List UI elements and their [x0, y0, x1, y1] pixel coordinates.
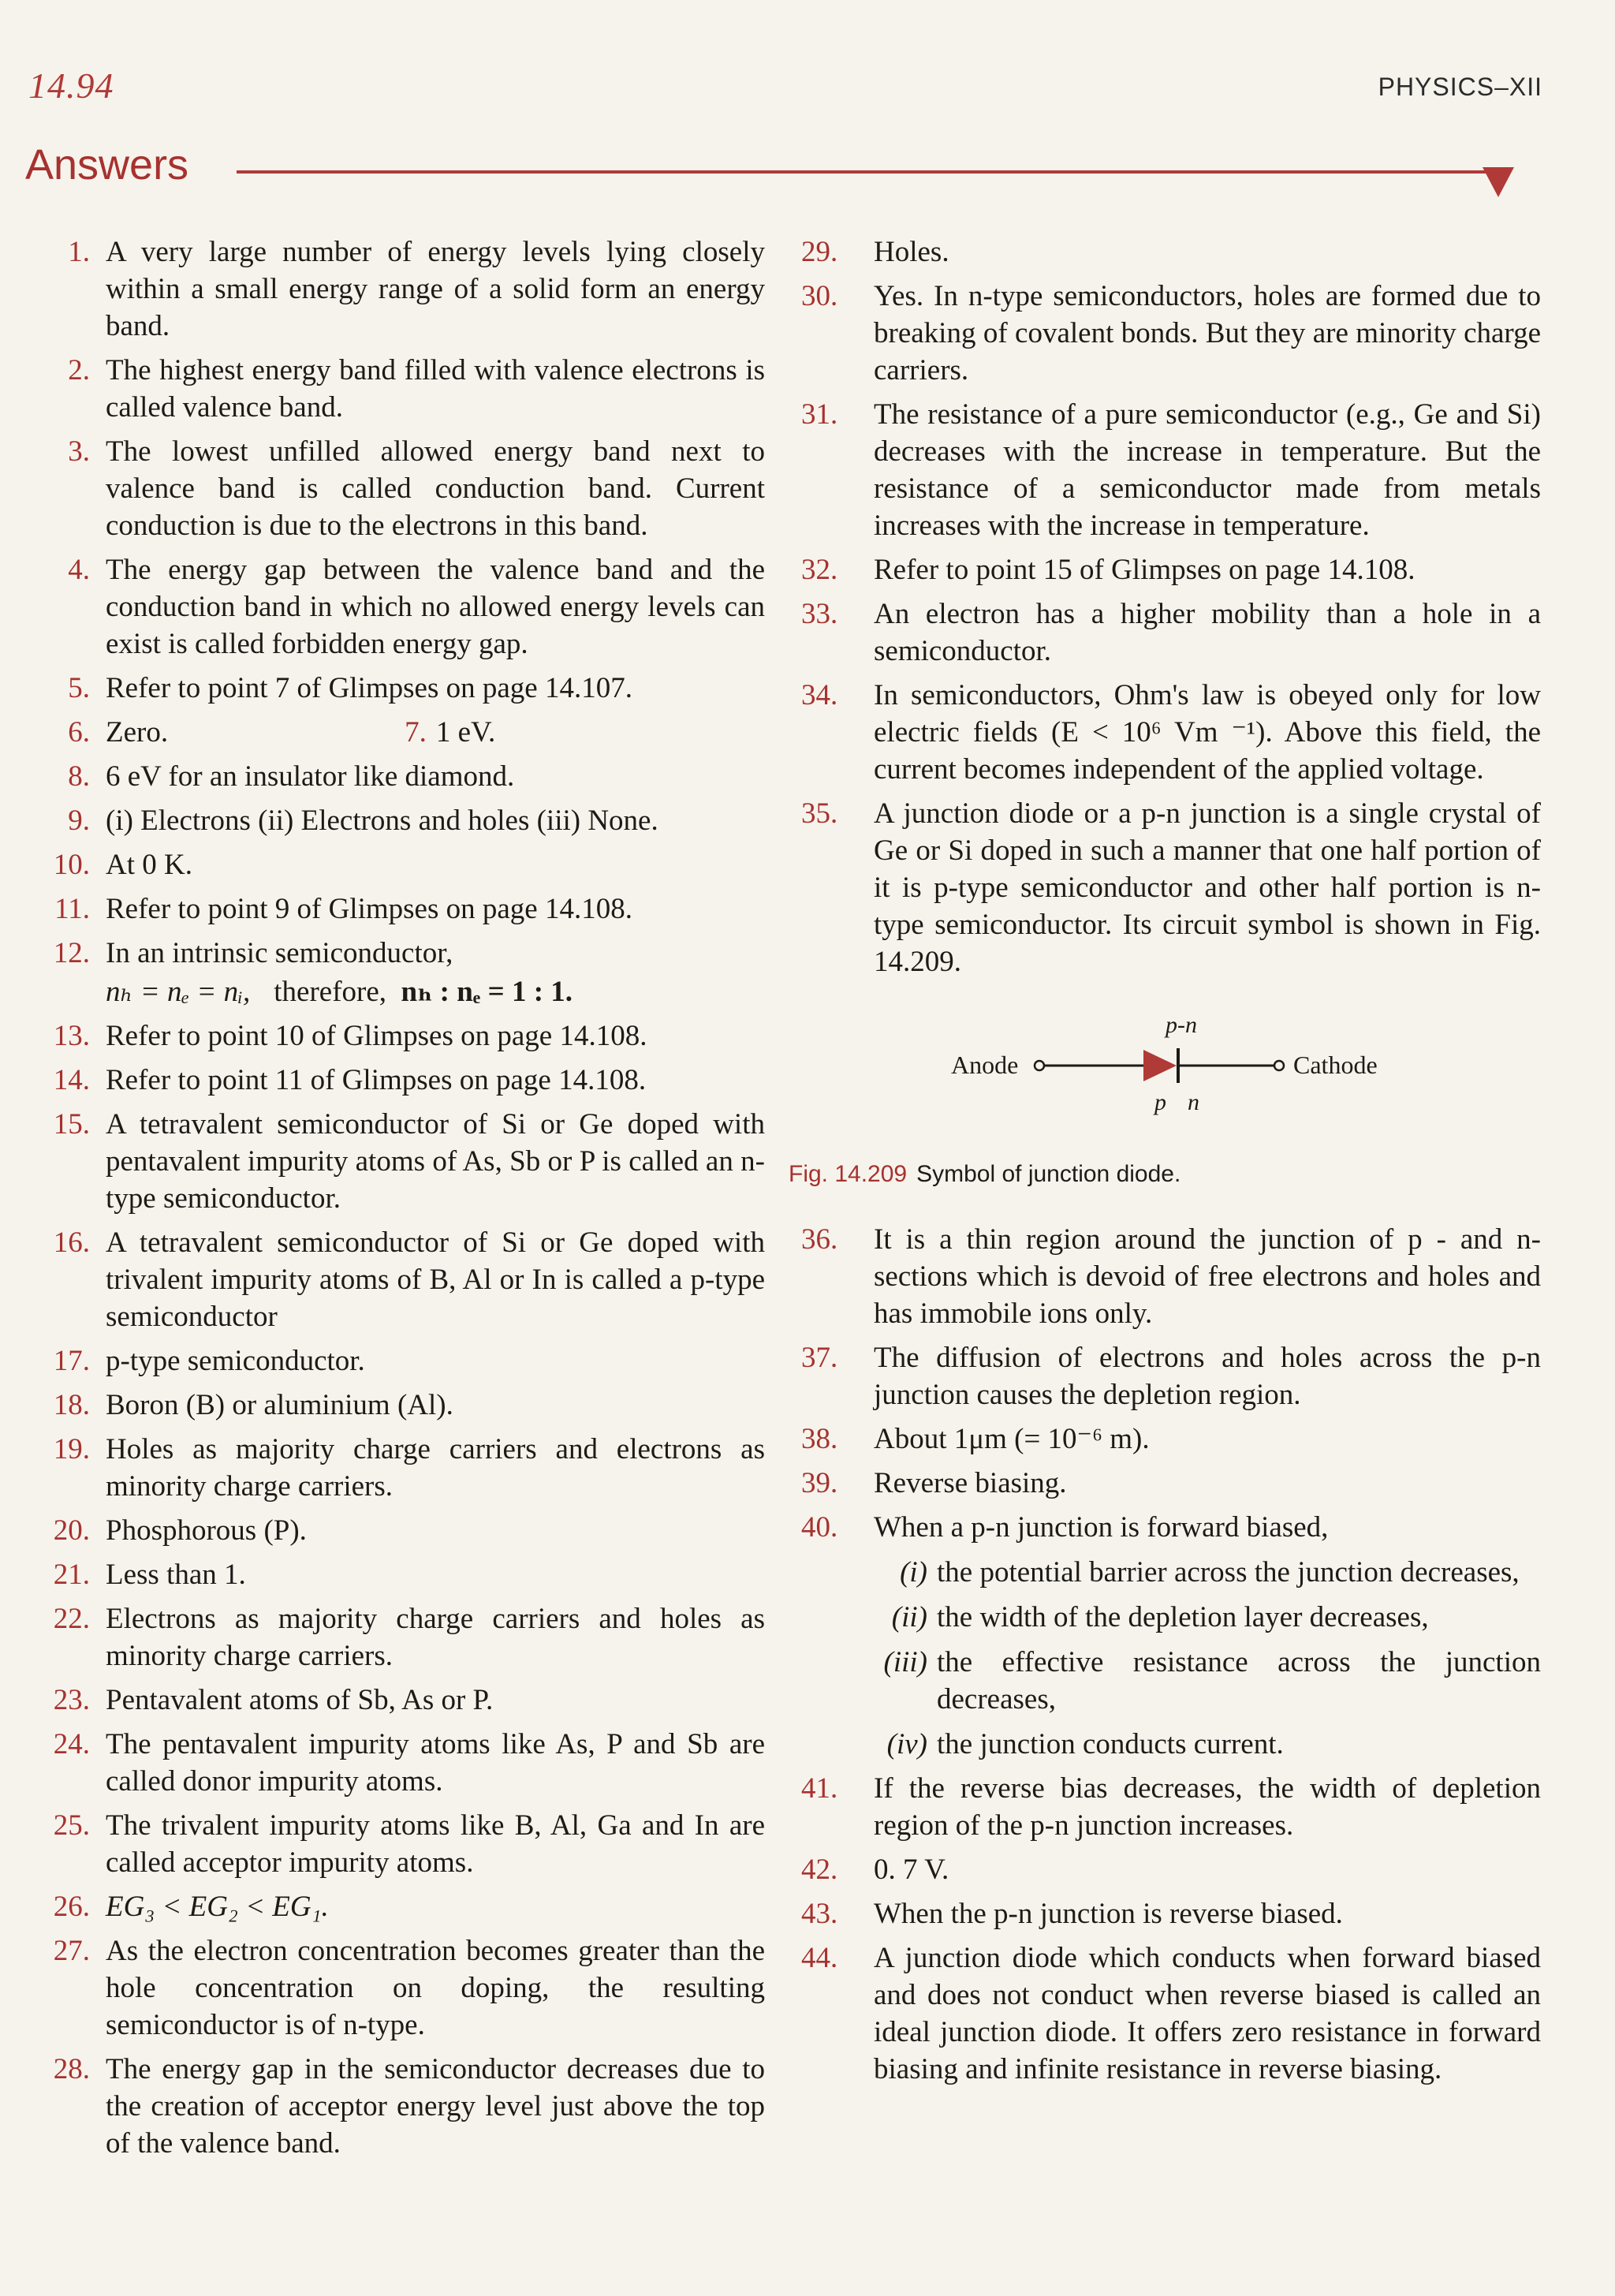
answer-39: 39. Reverse biasing.	[801, 1467, 1067, 1499]
answer-41: 41. If the reverse bias decreases, the width of depletion region of the p-n junction increases.	[801, 1772, 1541, 1842]
answer-43: 43. When the p-n junction is reverse biased.	[801, 1898, 1343, 1930]
figure-label-cathode: Cathode	[1293, 1051, 1378, 1079]
title-arrow-icon	[1483, 167, 1514, 197]
answer-15: 15. A tetravalent semiconductor of Si or Ge doped with pentavalent impurity atoms of As, Sb or P is called an n-type semiconductor.	[53, 1108, 765, 1215]
sub-item-i: (i) the potential barrier across the junction decreases,	[900, 1556, 1520, 1589]
answer-20: 20. Phosphorous (P).	[53, 1514, 307, 1547]
answer-14: 14. Refer to point 11 of Glimpses on page 14.108.	[53, 1064, 647, 1096]
answer-10: 10. At 0 K.	[53, 849, 192, 881]
figure-caption: Fig. 14.209 Symbol of junction diode.	[789, 1161, 1181, 1187]
answer-35: 35. A junction diode or a p-n junction is a single crystal of Ge or Si doped in such a manner that one half portion of it is p-type semiconductor and other half portion is n-type semiconductor. Its circuit symbol is shown in Fig. 14.209.	[801, 797, 1541, 978]
junction-diode-figure	[801, 1001, 1541, 1151]
answer-13: 13. Refer to point 10 of Glimpses on page 14.108.	[53, 1020, 647, 1052]
answer-31: 31. The resistance of a pure semiconductor (e.g., Ge and Si) decreases with the increase in temperature. But the resistance of a semiconductor made from metals increases with the increase in temperature.	[801, 398, 1541, 542]
right-column	[789, 233, 1541, 2095]
answer-2: 2. The highest energy band filled with valence electrons is called valence band.	[68, 354, 765, 424]
answer-38: 38. About 1μm (= 10⁻⁶ m).	[801, 1423, 1150, 1455]
sub-item-ii: (ii) the width of the depletion layer decreases,	[891, 1601, 1429, 1633]
answer-30: 30. Yes. In n-type semiconductors, holes are formed due to breaking of covalent bonds. But they are minority charge carriers.	[801, 280, 1541, 386]
forward-bias-effects	[874, 1554, 1541, 1763]
anode-terminal	[1035, 1061, 1044, 1070]
answer-12: 12. In an intrinsic semiconductor, nₕ = nₑ = nᵢ, therefore, nₕ : nₑ = 1 : 1.	[32, 935, 765, 1010]
answer-8: 8. 6 eV for an insulator like diamond.	[68, 760, 515, 793]
answer-1: 1. A very large number of energy levels lying closely within a small energy range of a solid form an energy band.	[68, 236, 765, 342]
answer-18: 18. Boron (B) or aluminium (Al).	[53, 1389, 453, 1421]
title-rule	[237, 170, 1498, 174]
answer-33: 33. An electron has a higher mobility than a hole in a semiconductor.	[801, 598, 1541, 667]
running-head: PHYSICS–XII	[1378, 73, 1542, 101]
answer-17: 17. p-type semiconductor.	[53, 1345, 365, 1377]
answer-32: 32. Refer to point 15 of Glimpses on page 14.108.	[801, 554, 1415, 586]
answer-27: 27. As the electron concentration becomes greater than the hole concentration on doping, the resulting semiconductor is of n-type.	[53, 1935, 765, 2041]
left-column	[32, 233, 765, 2169]
answer-36: 36. It is a thin region around the junction of p - and n-sections which is devoid of free electrons and holes and has immobile ions only.	[801, 1223, 1541, 1330]
answer-26: 26. EG₃ < EG₂ < EG₁.	[53, 1891, 329, 1923]
diode-triangle	[1143, 1050, 1177, 1081]
answer-42: 42. 0. 7 V.	[801, 1854, 949, 1886]
answer-6-7: 6. Zero. 7. 1 eV.	[68, 716, 496, 749]
answer-21: 21. Less than 1.	[53, 1559, 246, 1591]
figure-label-anode: Anode	[951, 1051, 1019, 1079]
figure-label-n: n	[1188, 1089, 1199, 1115]
sub-item-iv: (iv) the junction conducts current.	[886, 1728, 1284, 1760]
diode-symbol-icon	[951, 1001, 1393, 1143]
answer-9: 9. (i) Electrons (ii) Electrons and holes (iii) None.	[68, 805, 658, 837]
page-number: 14.94	[28, 65, 114, 106]
answer-37: 37. The diffusion of electrons and holes across the p-n junction causes the depletion region.	[801, 1342, 1541, 1411]
answer-40: 40. When a p-n junction is forward biased, (i) the potential barrier across the junction decreases, (ii) the width of the depletion layer decreases, (iii) the effective resistance across the junction decreases, (iv) the junction conducts current.	[801, 1509, 1541, 1763]
figure-label-pn: p-n	[1166, 1012, 1197, 1038]
sub-item-iii: (iii) the effective resistance across the junction decreases,	[883, 1646, 1541, 1715]
figure-label-p: p	[1154, 1089, 1166, 1115]
carrier-equality-formula: nₕ = nₑ = nᵢ, therefore, nₕ : nₑ = 1 : 1.	[106, 976, 573, 1008]
answer-28: 28. The energy gap in the semiconductor decreases due to the creation of acceptor energy level just above the top of the valence band.	[53, 2053, 765, 2160]
answer-5: 5. Refer to point 7 of Glimpses on page 14.107.	[68, 672, 632, 704]
answer-22: 22. Electrons as majority charge carriers and holes as minority charge carriers.	[53, 1603, 765, 1672]
answer-25: 25. The trivalent impurity atoms like B, Al, Ga and In are called acceptor impurity atoms.	[53, 1809, 765, 1879]
answer-44: 44. A junction diode which conducts when forward biased and does not conduct when reverse biased is called an ideal junction diode. It offers zero resistance in forward biasing and infinite resistance in reverse biasing.	[801, 1942, 1541, 2085]
answer-4: 4. The energy gap between the valence band and the conduction band in which no allowed energy levels can exist is called forbidden energy gap.	[68, 554, 765, 660]
answer-11: 11. Refer to point 9 of Glimpses on page 14.108.	[54, 893, 632, 925]
answer-19: 19. Holes as majority charge carriers and electrons as minority charge carriers.	[53, 1433, 765, 1503]
answer-16: 16. A tetravalent semiconductor of Si or Ge doped with trivalent impurity atoms of B, Al or In is called a p-type semiconductor	[53, 1226, 765, 1333]
cathode-terminal	[1274, 1061, 1284, 1070]
answer-34: 34. In semiconductors, Ohm's law is obeyed only for low electric fields (E < 10⁶ Vm ⁻¹). Above this field, the current becomes independent of the applied voltage.	[801, 679, 1541, 786]
answer-23: 23. Pentavalent atoms of Sb, As or P.	[53, 1684, 494, 1716]
answer-24: 24. The pentavalent impurity atoms like As, P and Sb are called donor impurity atoms.	[53, 1728, 765, 1798]
answer-3: 3. The lowest unfilled allowed energy band next to valence band is called conduction band. Current conduction is due to the electrons in this band.	[68, 435, 765, 542]
answer-29: 29. Holes.	[801, 236, 949, 268]
section-title: Answers	[25, 141, 189, 189]
